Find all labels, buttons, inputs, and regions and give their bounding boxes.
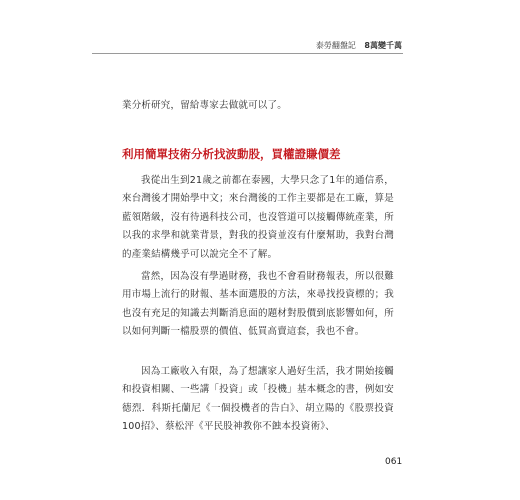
paragraph-books: 因為工廠收入有限，為了想讓家人過好生活，我才開始接觸和投資相關、一些講「投資」或「投機」基本概念的書，例如安德烈．科斯托蘭尼《一個投機者的告白》、胡立陽的《股票投資100招》、蔡松泙《平民股神教你不蝕本投資術》、	[122, 366, 394, 433]
running-head-book-title: 8萬變千萬	[364, 41, 402, 50]
paragraph-continued: 業分析研究，留給專家去做就可以了。	[122, 100, 287, 111]
running-head-author: 泰勞翻盤記	[315, 41, 356, 50]
page-number: 061	[385, 457, 403, 467]
paragraph-background: 我從出生到21歲之前都在泰國，大學只念了1年的通信系，來台灣後才開始學中文；來台灣後的工作主要都是在工廠，算是藍領階級，沒有待過科技公司，也沒管道可以接觸傳統產業，所以我的求學和就業背景，對我的投資並沒有什麼幫助，我對台灣的產業結構幾乎可以說完全不了解。	[122, 175, 394, 260]
running-head	[316, 40, 402, 51]
paragraph-no-finance: 當然，因為沒有學過財務，我也不會看財務報表，所以很難用市場上流行的財報、基本面選股的方法，來尋找投資標的；我也沒有充足的知識去判斷消息面的題材對股價到底影響如何，所以如何判斷一檔股票的價值、低買高賣這套，我也不會。	[122, 271, 394, 338]
section-heading: 利用簡單技術分析找波動股，買權證賺價差	[122, 147, 341, 161]
header-rule	[92, 53, 403, 54]
